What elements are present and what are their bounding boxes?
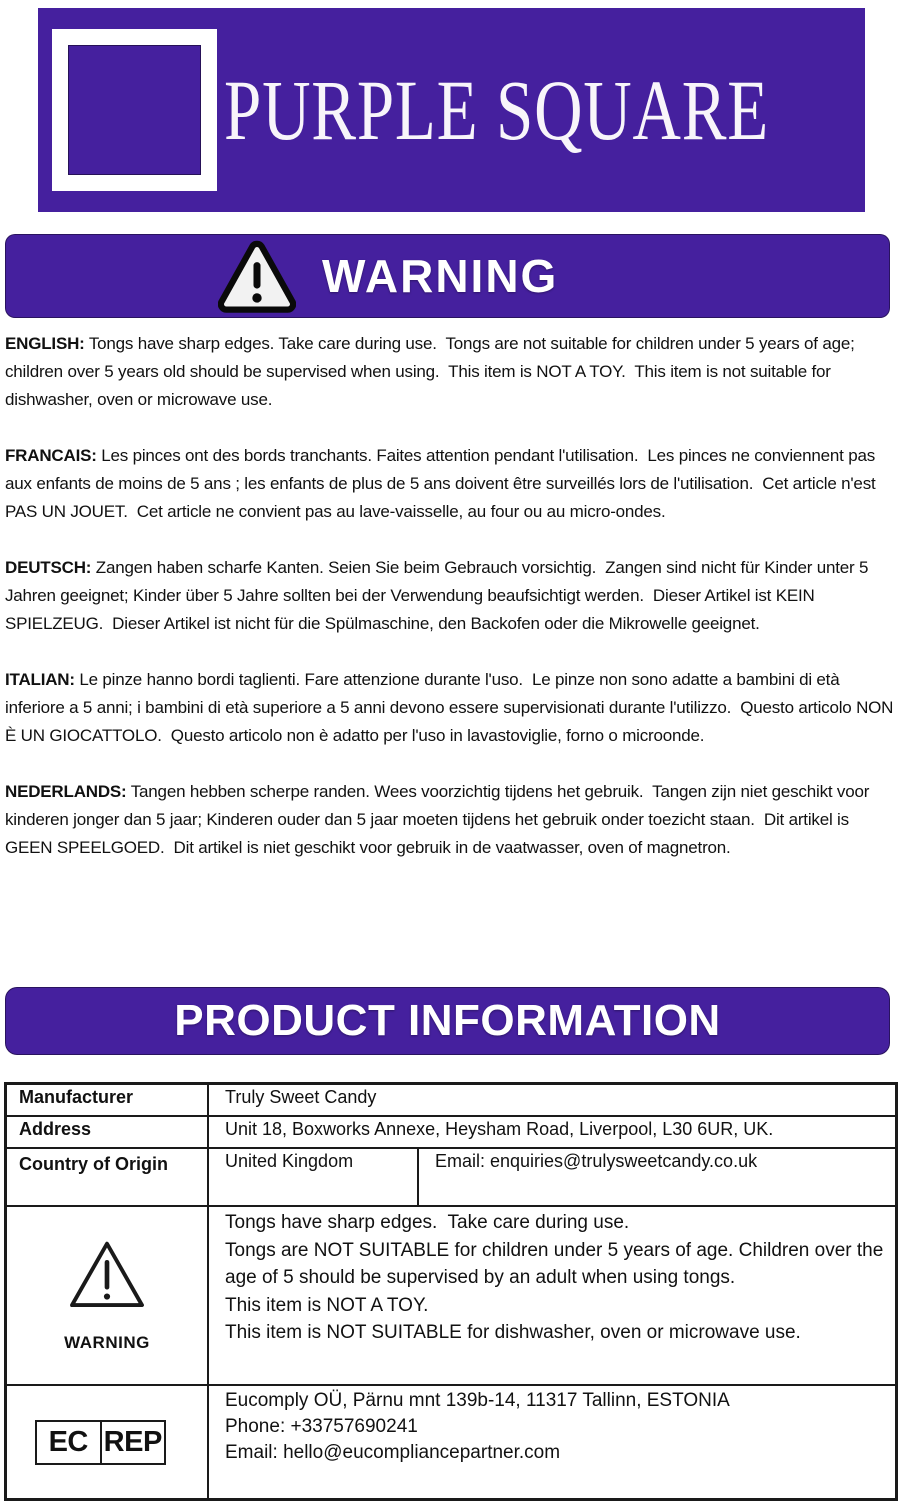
safety-warning-icon-group [7, 1239, 207, 1353]
warning-triangle-icon [218, 240, 296, 313]
safety-warning-cell [6, 1206, 209, 1385]
ec-rep-box-rep: REP [103, 1425, 162, 1458]
warning-banner [5, 234, 890, 318]
safety-line: This item is NOT A TOY. [225, 1294, 429, 1316]
safety-warning-text-cell [208, 1206, 897, 1385]
warning-paragraph-english [5, 330, 898, 414]
ec-rep-cell [6, 1385, 209, 1500]
warning-paragraph-french [5, 442, 898, 526]
ec-rep-email-line: Email: hello@eucompliancepartner.com [225, 1442, 561, 1463]
safety-line: Tongs are NOT SUITABLE for children under 5 years of age. Children over the age of 5 should be supervised by an adult when using tongs. [225, 1239, 889, 1288]
table-row-origin [6, 1148, 897, 1206]
table-row-address [6, 1116, 897, 1148]
table-row-manufacturer [6, 1084, 897, 1117]
warning-text-english: Tongs have sharp edges. Take care during use. Tongs are not suitable for children under 5 years of age; children over 5 years old should be supervised when using. This item is NOT A TOY. This item is not suitable for dishwasher, oven or microwave use. [5, 334, 860, 409]
purple-square-logo-icon [52, 29, 217, 191]
warning-paragraph-german [5, 554, 898, 638]
brand-name: PURPLE SQUARE [224, 62, 770, 158]
ec-rep-box-ec: EC [37, 1422, 102, 1463]
brand-banner [38, 8, 865, 212]
warning-text-dutch: Tangen hebben scherpe randen. Wees voorzichtig tijdens het gebruik. Tangen zijn niet geschikt voor kinderen jonger dan 5 jaar; Kinderen ouder dan 5 jaar moeten tijdens het gebruik onder toezicht staan. Dit artikel is GEEN SPEELGOED. Dit artikel is niet geschikt voor gebruik in de vaatwasser, oven of magnetron. [5, 782, 874, 857]
table-row-safety-warning [6, 1206, 897, 1385]
ec-rep-address-line: Eucomply OÜ, Pärnu mnt 139b-14, 11317 Tallinn, ESTONIA [225, 1390, 730, 1411]
language-label-french: FRANCAIS: [5, 446, 97, 465]
warning-text-french: Les pinces ont des bords tranchants. Faites attention pendant l'utilisation. Les pinces ne conviennent pas aux enfants de moins de 5 ans ; les enfants de plus de 5 ans doivent être surveillés lors de l'utilisation. Cet article n'est PAS UN JOUET. Cet article ne convient pas au lave-vaisselle, au four ou au micro-ondes. [5, 446, 881, 521]
origin-email: Email: enquiries@trulysweetcandy.co.uk [418, 1148, 897, 1206]
safety-line: Tongs have sharp edges. Take care during use. [225, 1212, 630, 1233]
origin-label: Country of Origin [6, 1148, 209, 1206]
manufacturer-label: Manufacturer [6, 1084, 209, 1117]
warning-text-german: Zangen haben scharfe Kanten. Seien Sie beim Gebrauch vorsichtig. Zangen sind nicht für Kinder unter 5 Jahren geeignet; Kinder über 5 Jahre sollten bei der Verwendung beaufsichtigt werden. Dieser Artikel ist KEIN SPIELZEUG. Dieser Artikel ist nicht für die Spülmaschine, den Backofen oder die Mikrowelle geeignet. [5, 558, 873, 633]
language-label-italian: ITALIAN: [5, 670, 75, 689]
origin-value: United Kingdom [208, 1148, 418, 1206]
product-information-title: PRODUCT INFORMATION [174, 996, 721, 1045]
product-information-banner [5, 987, 890, 1055]
product-information-table [4, 1082, 898, 1501]
language-label-english: ENGLISH: [5, 334, 85, 353]
warning-paragraphs [5, 330, 898, 890]
ec-rep-text-cell [208, 1385, 897, 1500]
warning-outline-triangle-icon [68, 1239, 146, 1309]
warning-paragraph-italian [5, 666, 898, 750]
language-label-german: DEUTSCH: [5, 558, 92, 577]
language-label-dutch: NEDERLANDS: [5, 782, 127, 801]
manufacturer-value: Truly Sweet Candy [208, 1084, 897, 1117]
warning-text-italian: Le pinze hanno bordi taglienti. Fare attenzione durante l'uso. Le pinze non sono adatte a bambini di età inferiore a 5 anni; i bambini di età superiore a 5 anni devono essere supervisionati durante l'utilizzo. Questo articolo NON È UN GIOCATTOLO. Questo articolo non è adatto per l'uso in lavastoviglie, forno o microonde. [5, 670, 898, 745]
safety-line: This item is NOT SUITABLE for dishwasher, oven or microwave use. [225, 1322, 801, 1343]
safety-warning-label: WARNING [64, 1332, 150, 1352]
address-label: Address [6, 1116, 209, 1148]
table-row-ec-rep [6, 1385, 897, 1500]
ec-rep-icon [35, 1420, 166, 1465]
address-value: Unit 18, Boxworks Annexe, Heysham Road, Liverpool, L30 6UR, UK. [208, 1116, 897, 1148]
warning-banner-title: WARNING [322, 250, 559, 302]
ec-rep-phone-line: Phone: +33757690241 [225, 1416, 418, 1437]
warning-paragraph-dutch [5, 778, 898, 862]
